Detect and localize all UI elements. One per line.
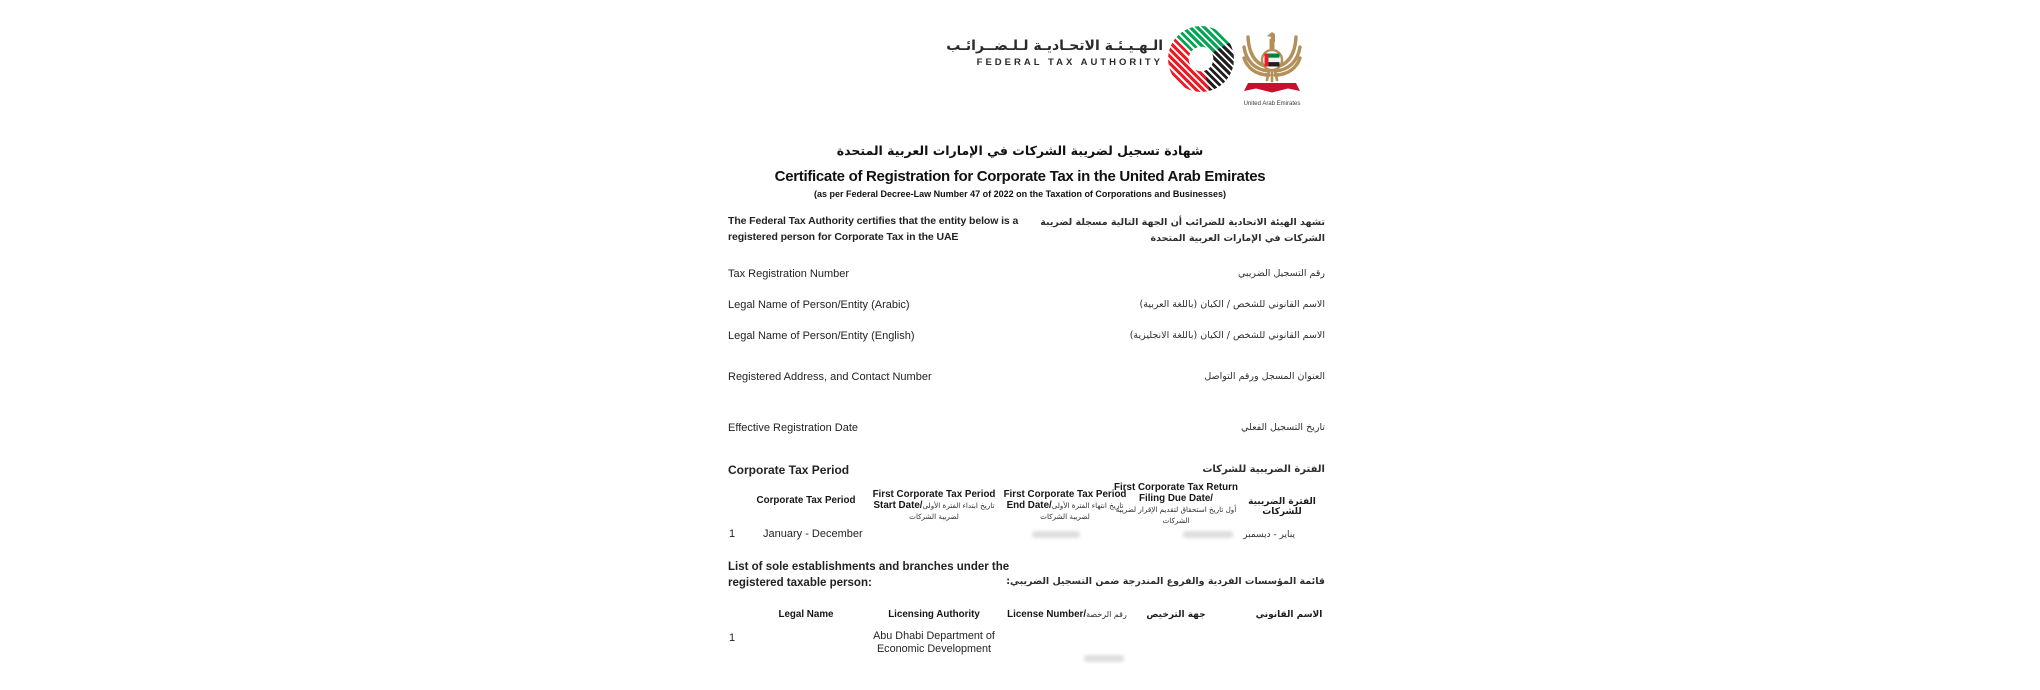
certification-statement-arabic: تشهد الهيئة الاتحادية للضرائب أن الجهة التالية مسجلة لضريبة الشركات في الإمارات العربية المتحدة [1040, 217, 1325, 244]
redacted-value-smudge [1084, 655, 1124, 662]
establishment-licensing-authority-value: Abu Dhabi Department of Economic Development [873, 630, 995, 655]
section-heading-corporate-tax-period-en: Corporate Tax Period [728, 463, 850, 477]
tax-period-row-number: 1 [729, 528, 736, 540]
section-heading-corporate-tax-period-ar: الفترة الضريبية للشركات [1202, 464, 1325, 475]
establishments-table-header-legal-name: Legal Name [778, 609, 834, 620]
falcon-caption: United Arab Emirates [1243, 101, 1301, 107]
field-effective-registration-date-en: Effective Registration Date [728, 422, 859, 434]
field-tax-registration-number-en: Tax Registration Number [728, 268, 850, 280]
field-registered-address-en: Registered Address, and Contact Number [728, 371, 932, 383]
establishments-table-header-licensing-authority-ar: جهة الترخيص [1146, 610, 1206, 620]
certificate-subtitle: (as per Federal Decree-Law Number 47 of 2022 on the Taxation of Corporations and Businesses) [814, 189, 1226, 199]
establishments-table-header-licensing-authority: Licensing Authority [888, 609, 980, 620]
uae-falcon-emblem [1242, 27, 1302, 107]
section-heading-establishments-ar: قائمة المؤسسات الفردية والفروع المندرجة ضمن التسجيل الضريبي: [1006, 576, 1325, 587]
establishment-row-number: 1 [729, 632, 736, 644]
tax-period-table-header-filing-due-date [1112, 482, 1240, 526]
tax-period-table-header-period: Corporate Tax Period [756, 495, 856, 506]
field-tax-registration-number-ar: رقم التسجيل الضريبي [1237, 268, 1325, 279]
fta-logo-wordmark [945, 37, 1163, 68]
field-effective-registration-date-ar: تاريخ التسجيل الفعلي [1241, 422, 1325, 433]
tax-period-table-header-period-ar: الفترة الضريبية للشركات [1248, 497, 1316, 517]
section-heading-establishments-en: List of sole establishments and branches under the registered taxable person: [728, 561, 1010, 589]
tax-period-value-en: January - December [763, 528, 863, 540]
header-end-date-ar: تاريخ انتهاء الفترة الأولى لضريبة الشركات [1040, 501, 1124, 521]
certificate-title-arabic: شهادة تسجيل لضريبة الشركات في الإمارات العربية المتحدة [836, 143, 1204, 158]
title-block [712, 143, 1328, 199]
field-legal-name-english-en: Legal Name of Person/Entity (English) [728, 330, 915, 342]
establishments-table-header-license-number [994, 609, 1140, 620]
header-filing-due-en: First Corporate Tax Return Filing Due Date/ [1114, 482, 1238, 504]
establishments-table-header-legal-name-ar: الاسم القانوني [1255, 610, 1323, 620]
field-legal-name-arabic-en: Legal Name of Person/Entity (Arabic) [728, 299, 910, 311]
header-start-date-ar: تاريخ ابتداء الفترة الأولى لضريبة الشركات [909, 501, 995, 521]
certification-statement-english: The Federal Tax Authority certifies that the entity below is a registered person for Corporate Tax in the UAE [728, 215, 1019, 243]
header-filing-due-ar: أول تاريخ استحقاق لتقديم الإقرار لضريبة الشركات [1115, 505, 1237, 525]
field-legal-name-english-ar: الاسم القانوني للشخص / الكيان (باللغة الانجليزية) [1129, 330, 1325, 341]
redacted-value-smudge [1032, 531, 1080, 538]
header-license-number-ar: رقم الرخصة [1086, 610, 1127, 619]
fta-logo-arabic-text: الـهـيـئـة الاتحـاديـة لـلـضــرائـب [946, 38, 1163, 54]
redacted-value-smudge [1183, 531, 1233, 538]
header-start-date-en: First Corporate Tax Period Start Date/ [872, 489, 996, 511]
tax-period-value-ar: يناير - ديسمبر [1243, 530, 1295, 540]
field-registered-address-ar: العنوان المسجل ورقم التواصل [1204, 371, 1325, 382]
tax-period-table-header-start-date [867, 489, 1001, 522]
header-end-date-en: First Corporate Tax Period End Date/ [1003, 489, 1127, 511]
field-legal-name-arabic-ar: الاسم القانوني للشخص / الكيان (باللغة العربية) [1139, 299, 1325, 310]
uae-nation-brand-icon [1168, 26, 1234, 92]
fta-logo-english-text: FEDERAL TAX AUTHORITY [976, 57, 1163, 68]
falcon-icon [1242, 27, 1302, 95]
header-license-number-en: License Number/ [1007, 609, 1087, 620]
certificate-title-english: Certificate of Registration for Corporate Tax in the United Arab Emirates [774, 168, 1266, 185]
